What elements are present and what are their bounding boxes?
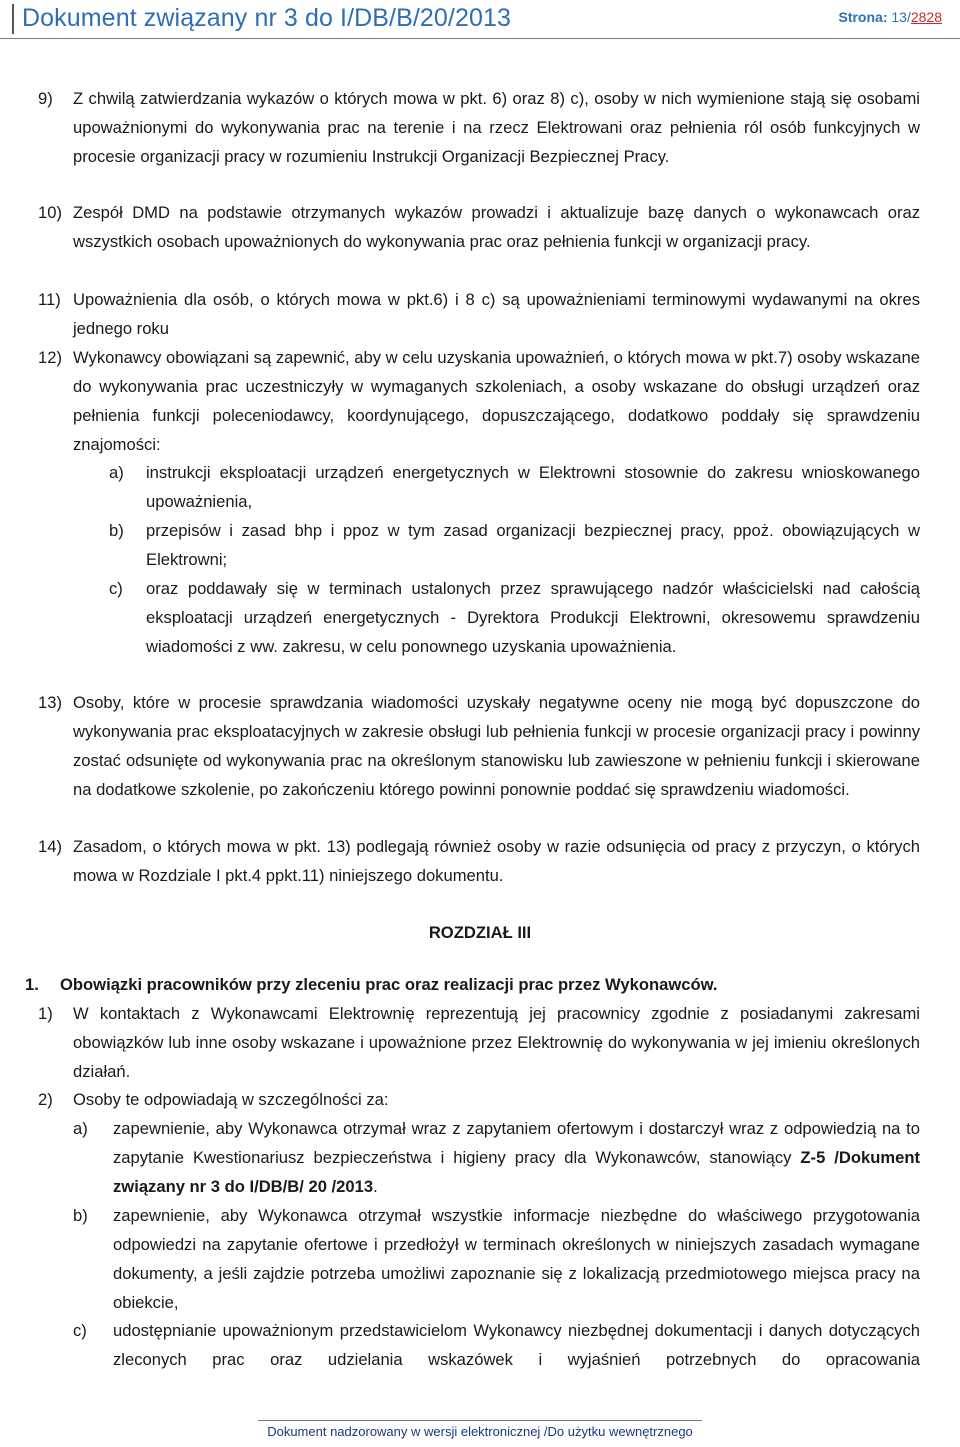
point-2a-body: zapewnienie, aby Wykonawca otrzymał wraz z zapytaniem ofertowym i dostarczył wraz z odpowiedzią na to zapytanie Kwestionariusz bezpieczeństwa i higieny pracy dla Wykonawców, stanowiący: [113, 1119, 920, 1167]
page-total: 2828: [910, 9, 942, 25]
point-2b-text: zapewnienie, aby Wykonawca otrzymał wszystkie informacje niezbędne do właściwego przygotowania odpowiedzi na zapytanie ofertowe i przedłożył w terminach określonych w niniejszych zasadach wymagane dokumenty, a jeśli zajdzie potrzeba umożliwi zapoznanie się z lokalizacją przedmiotowego miejsca pracy na obiekcie,: [113, 1206, 920, 1312]
item-number: 14): [38, 837, 62, 856]
document-reference: Z-5 /Dokument związany nr 3 do I/DB/B/ 20 /2013: [113, 1148, 920, 1196]
document-title: Dokument związany nr 3 do I/DB/B/20/2013: [22, 4, 511, 32]
page-label: Strona:: [838, 9, 888, 25]
point-number: 1): [38, 1004, 53, 1023]
section-number: 1.: [25, 975, 39, 994]
subitem-label: c): [73, 1321, 87, 1340]
page-indicator: [838, 9, 942, 25]
item-14-text: Zasadom, o których mowa w pkt. 13) podlegają również osoby w razie odsunięcia od pracy z przyczyn, o których mowa w Rozdziale I pkt.4 ppkt.11) niniejszego dokumentu.: [73, 837, 920, 885]
chapter-title: ROZDZIAŁ III: [428, 923, 532, 942]
subitem-label: a): [73, 1119, 88, 1138]
item-12-text: Wykonawcy obowiązani są zapewnić, aby w celu uzyskania upoważnień, o których mowa w pkt.7) osoby wskazane do wykonywania prac uczestniczyły w wymaganych szkoleniach, a osoby wskazane do obsługi urządzeń oraz pełnienia funkcji poleceniodawcy, koordynującego, dopuszczającego, dodatkowo poddały się sprawdzeniu znajomości:: [73, 348, 920, 454]
subitem-label: c): [109, 579, 123, 598]
item-number: 12): [38, 348, 62, 367]
point-number: 2): [38, 1090, 53, 1109]
item-12c-text: oraz poddawały się w terminach ustalonych przez sprawującego nadzór właścicielski nad całością eksploatacji urządzeń energetycznych - Dyrektora Produkcji Elektrowni, okresowemu sprawdzeniu wiadomości z ww. zakresu, w celu ponownego uzyskania upoważnienia.: [146, 579, 920, 656]
subitem-label: b): [109, 521, 124, 540]
item-12b-text: przepisów i zasad bhp i ppoz w tym zasad organizacji bezpiecznej pracy, ppoż. obowiązujących w Elektrowni;: [146, 521, 920, 569]
item-9-text: Z chwilą zatwierdzania wykazów o których mowa w pkt. 6) oraz 8) c), osoby w nich wymienione stają się osobami upoważnionymi do wykonywania prac na terenie i na rzecz Elektrowani oraz pełnienia ról osób funkcyjnych w procesie organizacji pracy w rozumieniu Instrukcji Organizacji Bezpiecznej Pracy.: [73, 89, 920, 166]
subitem-label: b): [73, 1206, 88, 1225]
item-10-text: Zespół DMD na podstawie otrzymanych wykazów prowadzi i aktualizuje bazę danych o wykonawcach oraz wszystkich osobach upoważnionych do wykonywania prac oraz pełnienia funkcji w organizacji pracy.: [73, 203, 920, 251]
item-number: 13): [38, 693, 62, 712]
item-12a-text: instrukcji eksploatacji urządzeń energetycznych w Elektrowni stosownie do zakresu wnioskowanego upoważnienia,: [146, 463, 920, 511]
point-1-text: W kontaktach z Wykonawcami Elektrownię reprezentują jej pracownicy zgodnie z posiadanymi zakresami obowiązków lub inne osoby wskazane i upoważnione przez Elektrownię do wykonywania w jej imieniu określonych działań.: [73, 1004, 920, 1081]
point-2a-tail: .: [373, 1177, 378, 1196]
point-2c-text: udostępnianie upoważnionym przedstawicielom Wykonawcy niezbędnej dokumentacji i danych dotyczących zleconych prac oraz udzielania wskazówek i wyjaśnień potrzebnych do opracowania: [113, 1321, 920, 1369]
page-header: [0, 0, 960, 39]
header-divider: [12, 4, 14, 34]
item-number: 10): [38, 203, 62, 222]
point-2a-text: [113, 1114, 920, 1201]
item-11-text: Upoważnienia dla osób, o których mowa w pkt.6) i 8 c) są upoważnieniami terminowymi wydawanymi na okres jednego roku: [73, 290, 920, 338]
page-separator: /: [906, 9, 911, 25]
page-footer: Dokument nadzorowany w wersji elektronicznej /Do użytku wewnętrznego: [267, 1424, 693, 1439]
footer-divider: [258, 1420, 702, 1421]
item-13-text: Osoby, które w procesie sprawdzania wiadomości uzyskały negatywne oceny nie mogą być dopuszczone do wykonywania prac eksploatacyjnych w zakresie obsługi lub pełnienia funkcji w procesie organizacji pracy i powinny zostać odsunięte od wykonywania prac na określonym stanowisku lub zawieszone w pełnieniu funkcji i skierowane na dodatkowe szkolenie, po zakończeniu którego powinni ponownie poddać się sprawdzeniu wiadomości.: [73, 693, 920, 799]
page-current: 13: [891, 9, 907, 25]
subitem-label: a): [109, 463, 124, 482]
item-number: 11): [38, 290, 61, 309]
section-title: Obowiązki pracowników przy zleceniu prac oraz realizacji prac przez Wykonawców.: [60, 975, 718, 994]
point-2-text: Osoby te odpowiadają w szczególności za:: [73, 1090, 389, 1109]
item-number: 9): [38, 89, 53, 108]
